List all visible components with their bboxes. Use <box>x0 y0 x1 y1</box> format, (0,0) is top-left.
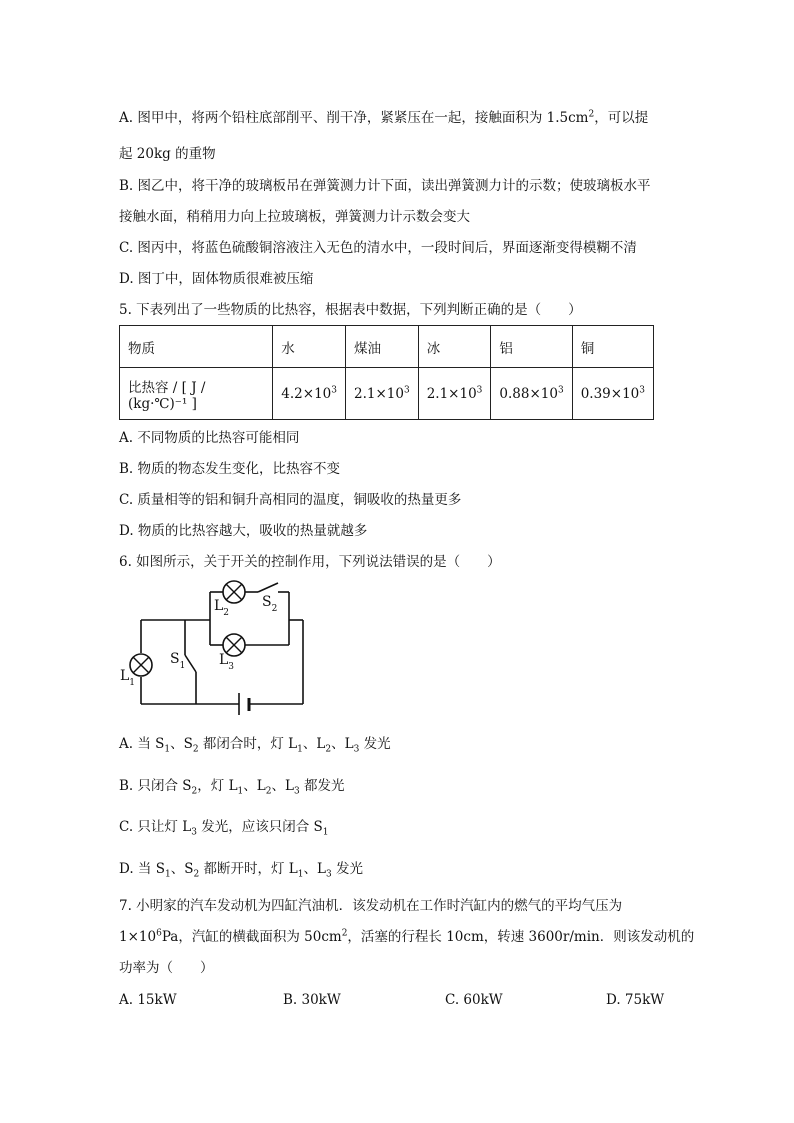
switch-s2-blade <box>258 583 278 592</box>
table-value-mantissa: 0.39×10 <box>580 385 640 402</box>
table-value-exp: 3 <box>403 385 410 395</box>
q7-option-b: B. 30kW <box>283 992 341 1008</box>
q6-option-d: D. 当 $S_1$、$S_2$ 都断开时，灯 $L_1$、$L_3$ 发光 <box>119 861 363 880</box>
label-l2: $L_2$ <box>214 598 230 618</box>
table-header-cell: 煤油 <box>346 326 419 368</box>
table-value-exp: 3 <box>476 385 483 395</box>
q4-option-c: C. 图丙中，将蓝色硫酸铜溶液注入无色的清水中，一段时间后，界面逐渐变得模糊不清 <box>119 240 637 256</box>
q4-option-a-sup: 2 <box>588 109 595 120</box>
q7-stem-line3: 功率为（ ） <box>119 960 214 976</box>
q4-option-b-line2: 接触水面，稍稍用力向上拉玻璃板，弹簧测力计示数会变大 <box>119 209 470 225</box>
table-value-exp: 3 <box>639 385 645 395</box>
table-header-label: 物质 <box>120 326 273 368</box>
table-value-mantissa: 4.2×10 <box>281 385 332 402</box>
q6-option-c: C. 只让灯 $L_3$ 发光，应该只闭合 $S_1$ <box>119 819 329 838</box>
q7-stem-line1: 7. 小明家的汽车发动机为四缸汽油机．该发动机在工作时汽缸内的燃气的平均气压为 <box>119 898 623 914</box>
q4-option-a-line2: 起 20kg 的重物 <box>119 146 216 162</box>
q4-option-a-text: A. 图甲中，将两个铅柱底部削平、削干净，紧紧压在一起，接触面积为 1.5cm <box>119 110 589 126</box>
label-l3: $L_3$ <box>219 652 235 672</box>
label-s2: $S_2$ <box>262 594 278 614</box>
q5-option-a: A. 不同物质的比热容可能相同 <box>119 430 300 446</box>
q7-option-c: C. 60kW <box>445 992 503 1008</box>
q4-option-d: D. 图丁中，固体物质很难被压缩 <box>119 271 314 287</box>
table-value-mantissa: 2.1×10 <box>426 385 477 402</box>
switch-s1-blade <box>185 655 196 672</box>
q7-option-a: A. 15kW <box>119 992 177 1008</box>
q6-option-b: B. 只闭合 $S_2$，灯 $L_1$、$L_2$、$L_3$ 都发光 <box>119 778 345 797</box>
q5-option-b: B. 物质的物态发生变化，比热容不变 <box>119 461 341 477</box>
q5-stem: 5. 下表列出了一些物质的比热容，根据表中数据，下列判断正确的是（ ） <box>119 302 582 318</box>
table-value-exp: 3 <box>331 385 337 395</box>
table-header-cell: 冰 <box>418 326 491 368</box>
q5-option-c: C. 质量相等的铝和铜升高相同的温度，铜吸收的热量更多 <box>119 492 462 508</box>
q6-option-a: A. 当 $S_1$、$S_2$ 都闭合时，灯 $L_1$、$L_2$、$L_3$ 发光 <box>119 736 391 755</box>
table-header-cell: 铜 <box>572 326 653 368</box>
table-value-mantissa: 0.88×10 <box>499 385 558 402</box>
label-s1: $S_1$ <box>170 651 186 671</box>
q7-option-d: D. 75kW <box>606 992 665 1008</box>
lamp-l1-icon <box>130 654 152 676</box>
table-row-label: 比热容 / [ J / (kg·℃)⁻¹ ] <box>120 368 273 420</box>
lamp-l2-icon <box>223 581 245 603</box>
table-header-cell: 水 <box>273 326 346 368</box>
q4-option-a-end: ，可以提 <box>594 110 649 126</box>
q5-option-d: D. 物质的比热容越大，吸收的热量就越多 <box>119 523 368 539</box>
q4-option-b-line1: B. 图乙中，将干净的玻璃板吊在弹簧测力计下面，读出弹簧测力计的示数；使玻璃板水平 <box>119 178 651 194</box>
label-l1: $L_1$ <box>120 668 136 688</box>
table-header-cell: 铝 <box>491 326 572 368</box>
table-value-mantissa: 2.1×10 <box>354 385 404 402</box>
q6-stem: 6. 如图所示，关于开关的控制作用，下列说法错误的是（ ） <box>119 554 501 570</box>
table-value-exp: 3 <box>557 385 564 395</box>
q7-stem-line2: $1\times 10^6Pa$，汽缸的横截面积为 $50cm^2$，活塞的行程长 10cm，转速 3600r/min．则该发动机的 <box>119 928 695 945</box>
